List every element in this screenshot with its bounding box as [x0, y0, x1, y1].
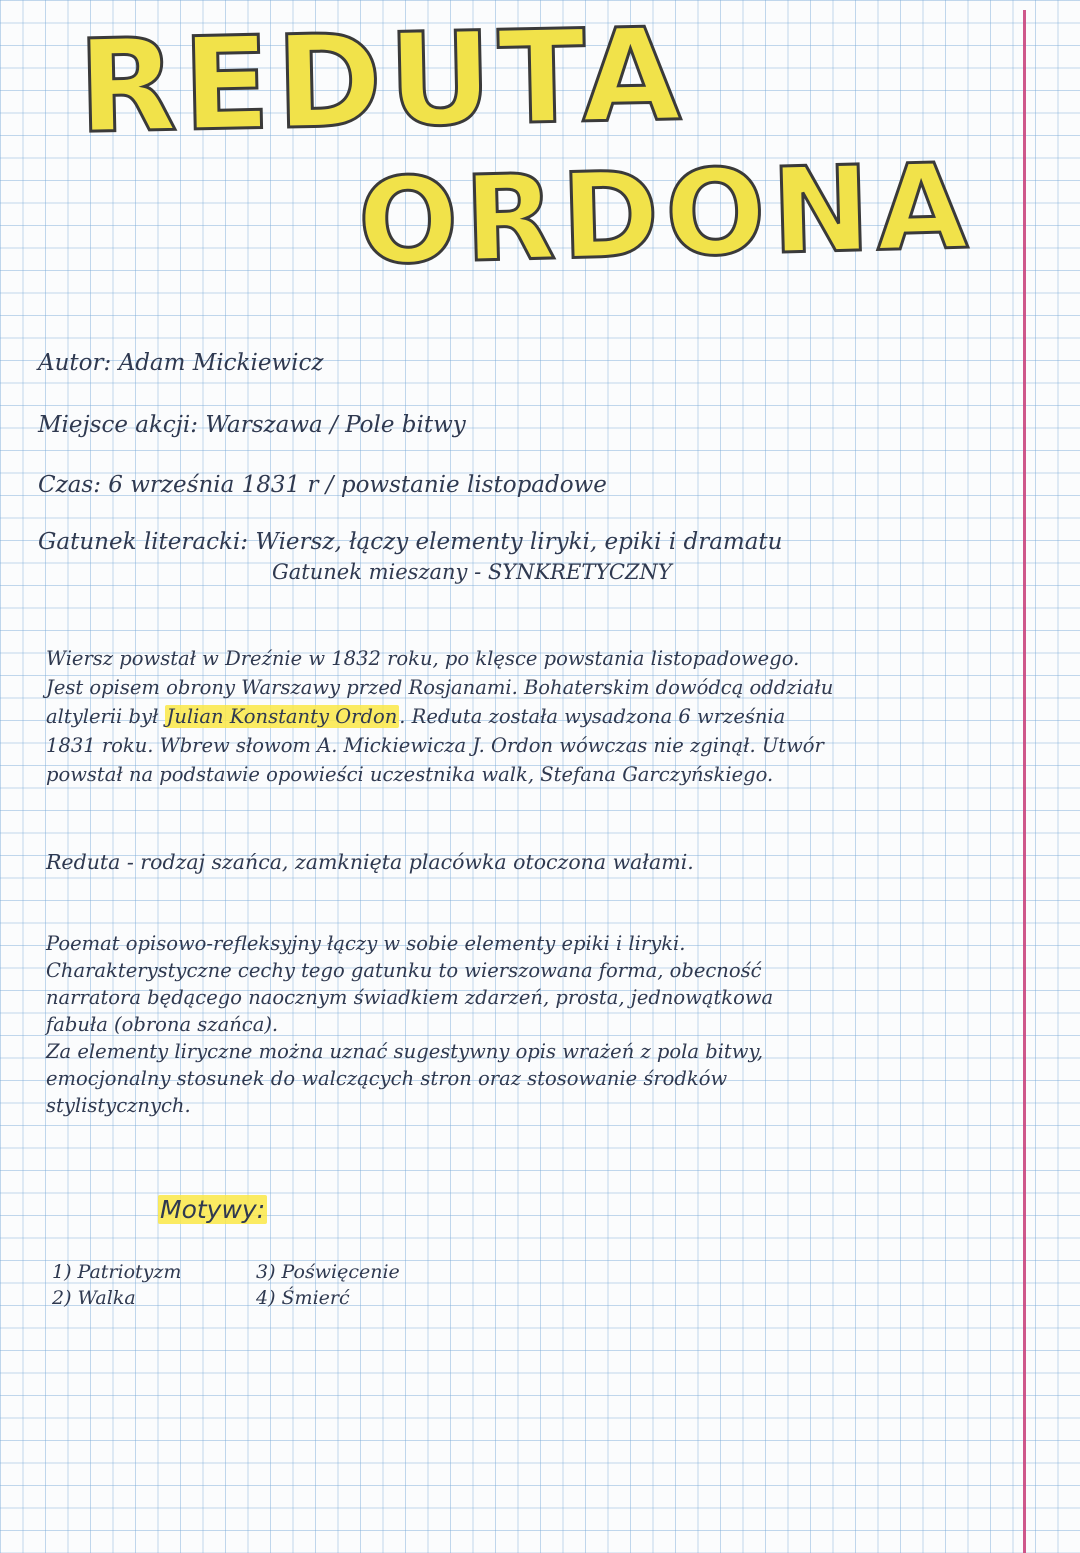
genre-value: Wiersz, łączy elementy liryki, epiki i dramatu: [255, 529, 783, 555]
motifs-heading-text: Motywy:: [160, 1195, 266, 1224]
page-margin-line: [1023, 10, 1026, 1553]
genre-subtitle: Gatunek mieszany - SYNKRETYCZNY: [272, 560, 672, 584]
genre-paragraph: [46, 930, 773, 1119]
paragraph-line: Za elementy liryczne można uznać sugestywny opis wrażeń z pola bitwy,: [46, 1040, 764, 1063]
paragraph-line: stylistycznych.: [46, 1094, 191, 1117]
paragraph-line: Poemat opisowo-refleksyjny łączy w sobie elementy epiki i liryki.: [46, 932, 686, 955]
history-paragraph: [46, 644, 833, 789]
paragraph-line: 1831 roku. Wbrew słowom A. Mickiewicza J. Ordon wówczas nie zginął. Utwór: [46, 734, 824, 757]
place-label: Miejsce akcji:: [38, 412, 199, 438]
author-label: Autor:: [38, 350, 112, 376]
paragraph-line: emocjonalny stosunek do walczących stron oraz stosowanie środków: [46, 1067, 728, 1090]
author-row: [38, 352, 323, 375]
paragraph-line: Wiersz powstał w Dreźnie w 1832 roku, po klęsce powstania listopadowego.: [46, 647, 800, 670]
place-row: [38, 414, 466, 437]
paragraph-line: Jest opisem obrony Warszawy przed Rosjanami. Bohaterskim dowódcą oddziału: [46, 676, 834, 699]
genre-row: [38, 531, 783, 554]
motif-list-left: [52, 1259, 181, 1311]
paragraph-text: . Reduta została wysadzona 6 września: [399, 705, 786, 728]
time-label: Czas:: [38, 472, 101, 498]
title-line-1: REDUTA: [76, 0, 689, 163]
paragraph-text: altylerii był: [46, 705, 159, 728]
paragraph-line: [46, 702, 833, 731]
paragraph-line: narratora będącego naocznym świadkiem zdarzeń, prosta, jednowątkowa: [46, 986, 774, 1009]
place-value: Warszawa / Pole bitwy: [205, 412, 466, 438]
genre-label: Gatunek literacki:: [38, 529, 249, 555]
time-value: 6 września 1831 r / powstanie listopadowe: [108, 472, 607, 498]
paragraph-line: powstał na podstawie opowieści uczestnika walk, Stefana Garczyńskiego.: [46, 763, 774, 786]
definition: [46, 848, 694, 877]
motif-item: 1) Patriotyzm: [52, 1261, 182, 1283]
motif-list-right: [256, 1259, 400, 1311]
paragraph-line: Charakterystyczne cechy tego gatunku to wierszowana forma, obecność: [46, 959, 762, 982]
motifs-heading: [158, 1197, 267, 1222]
motif-item: 4) Śmierć: [256, 1287, 350, 1309]
motif-item: 2) Walka: [52, 1287, 136, 1309]
time-row: [38, 474, 607, 497]
paragraph-line: fabuła (obrona szańca).: [46, 1013, 279, 1036]
author-value: Adam Mickiewicz: [118, 350, 324, 376]
title-line-2: ORDONA: [356, 136, 976, 292]
definition-text: Reduta - rodzaj szańca, zamknięta placówka otoczona wałami.: [46, 850, 694, 874]
motif-item: 3) Poświęcenie: [256, 1261, 400, 1283]
highlighted-name: Julian Konstanty Ordon: [166, 705, 398, 728]
